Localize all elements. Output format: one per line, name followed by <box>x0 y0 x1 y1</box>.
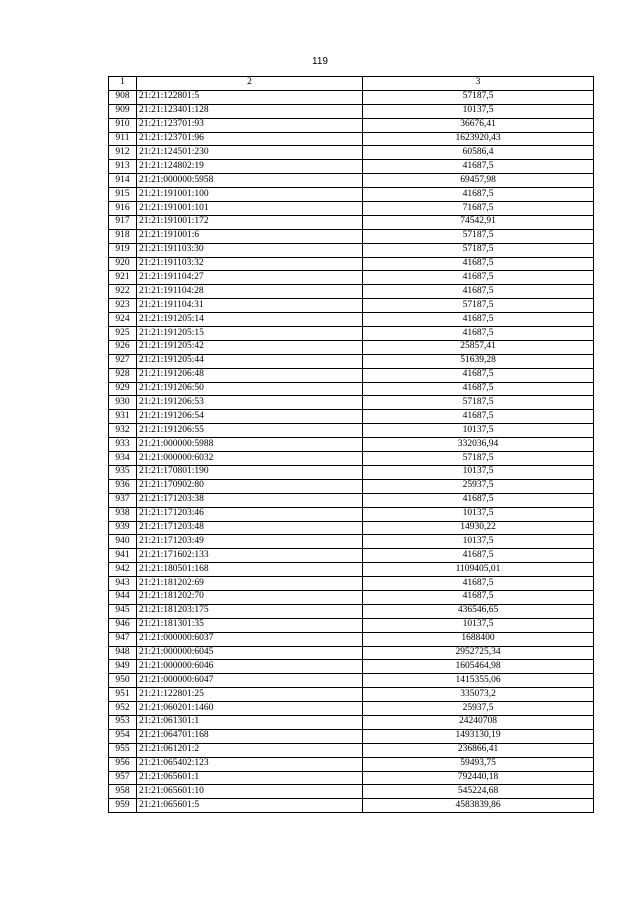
table-row <box>109 799 594 813</box>
row-number: 943 <box>109 577 137 591</box>
row-number: 956 <box>109 757 137 771</box>
row-number: 950 <box>109 674 137 688</box>
value: 41687,5 <box>363 285 594 299</box>
table-row <box>109 563 594 577</box>
cadastral-number: 21:21:191206:55 <box>137 424 363 438</box>
value: 69457,98 <box>363 174 594 188</box>
row-number: 948 <box>109 646 137 660</box>
table-row <box>109 646 594 660</box>
table-row <box>109 202 594 216</box>
cadastral-number: 21:21:000000:5988 <box>137 438 363 452</box>
table-row <box>109 424 594 438</box>
table-row <box>109 382 594 396</box>
value: 332036,94 <box>363 438 594 452</box>
row-number: 936 <box>109 479 137 493</box>
value: 41687,5 <box>363 188 594 202</box>
row-number: 931 <box>109 410 137 424</box>
cadastral-number: 21:21:191103:32 <box>137 257 363 271</box>
cadastral-number: 21:21:124802:19 <box>137 160 363 174</box>
row-number: 926 <box>109 340 137 354</box>
cadastral-number: 21:21:000000:6045 <box>137 646 363 660</box>
cadastral-number: 21:21:171203:49 <box>137 535 363 549</box>
table-row <box>109 549 594 563</box>
cadastral-number: 21:21:065601:1 <box>137 771 363 785</box>
table-row <box>109 577 594 591</box>
value: 335073,2 <box>363 688 594 702</box>
table-row <box>109 743 594 757</box>
row-number: 952 <box>109 702 137 716</box>
row-number: 944 <box>109 590 137 604</box>
row-number: 925 <box>109 327 137 341</box>
table-row <box>109 257 594 271</box>
value: 57187,5 <box>363 299 594 313</box>
table-row <box>109 757 594 771</box>
cadastral-number: 21:21:181202:70 <box>137 590 363 604</box>
value: 57187,5 <box>363 452 594 466</box>
row-number: 957 <box>109 771 137 785</box>
value: 51639,28 <box>363 354 594 368</box>
cadastral-number: 21:21:170801:190 <box>137 465 363 479</box>
cadastral-number: 21:21:123701:93 <box>137 118 363 132</box>
table-row <box>109 660 594 674</box>
row-number: 916 <box>109 202 137 216</box>
row-number: 928 <box>109 368 137 382</box>
cadastral-number: 21:21:064701:168 <box>137 729 363 743</box>
value: 71687,5 <box>363 202 594 216</box>
table-row <box>109 507 594 521</box>
cadastral-number: 21:21:065601:10 <box>137 785 363 799</box>
cadastral-number: 21:21:171203:48 <box>137 521 363 535</box>
cadastral-number: 21:21:124501:230 <box>137 146 363 160</box>
table-row <box>109 688 594 702</box>
value: 41687,5 <box>363 257 594 271</box>
value: 41687,5 <box>363 313 594 327</box>
row-number: 947 <box>109 632 137 646</box>
cadastral-number: 21:21:191104:27 <box>137 271 363 285</box>
value: 14930,22 <box>363 521 594 535</box>
table-row <box>109 285 594 299</box>
value: 74542,91 <box>363 215 594 229</box>
cadastral-number: 21:21:191001:101 <box>137 202 363 216</box>
table-row <box>109 243 594 257</box>
value: 10137,5 <box>363 618 594 632</box>
value: 41687,5 <box>363 493 594 507</box>
table-row <box>109 299 594 313</box>
value: 4583839,86 <box>363 799 594 813</box>
row-number: 927 <box>109 354 137 368</box>
row-number: 932 <box>109 424 137 438</box>
cadastral-number: 21:21:191206:50 <box>137 382 363 396</box>
row-number: 938 <box>109 507 137 521</box>
cadastral-number: 21:21:122801:25 <box>137 688 363 702</box>
row-number: 945 <box>109 604 137 618</box>
row-number: 940 <box>109 535 137 549</box>
cadastral-number: 21:21:065402:123 <box>137 757 363 771</box>
cadastral-number: 21:21:000000:6037 <box>137 632 363 646</box>
cadastral-number: 21:21:191104:31 <box>137 299 363 313</box>
row-number: 955 <box>109 743 137 757</box>
table-row <box>109 632 594 646</box>
row-number: 935 <box>109 465 137 479</box>
cadastral-number: 21:21:000000:6046 <box>137 660 363 674</box>
table-row <box>109 340 594 354</box>
cadastral-number: 21:21:061201:2 <box>137 743 363 757</box>
table-row <box>109 229 594 243</box>
table-row <box>109 618 594 632</box>
table-row <box>109 715 594 729</box>
cadastral-number: 21:21:000000:5958 <box>137 174 363 188</box>
row-number: 923 <box>109 299 137 313</box>
value: 60586,4 <box>363 146 594 160</box>
cadastral-number: 21:21:171602:133 <box>137 549 363 563</box>
table-row <box>109 785 594 799</box>
row-number: 914 <box>109 174 137 188</box>
table-row <box>109 174 594 188</box>
value: 1623920,43 <box>363 132 594 146</box>
row-number: 917 <box>109 215 137 229</box>
value: 41687,5 <box>363 590 594 604</box>
table-row <box>109 396 594 410</box>
column-header-3: 3 <box>363 77 594 91</box>
table-row <box>109 604 594 618</box>
cadastral-number: 21:21:191205:42 <box>137 340 363 354</box>
value: 57187,5 <box>363 229 594 243</box>
cadastral-number: 21:21:191205:15 <box>137 327 363 341</box>
value: 1415355,06 <box>363 674 594 688</box>
row-number: 912 <box>109 146 137 160</box>
row-number: 924 <box>109 313 137 327</box>
table-row <box>109 215 594 229</box>
table-row <box>109 521 594 535</box>
table-row <box>109 132 594 146</box>
table-row <box>109 90 594 104</box>
row-number: 934 <box>109 452 137 466</box>
row-number: 953 <box>109 715 137 729</box>
row-number: 930 <box>109 396 137 410</box>
table-row <box>109 465 594 479</box>
value: 792440,18 <box>363 771 594 785</box>
value: 41687,5 <box>363 271 594 285</box>
cadastral-number: 21:21:191206:53 <box>137 396 363 410</box>
row-number: 929 <box>109 382 137 396</box>
cadastral-number: 21:21:181301:35 <box>137 618 363 632</box>
value: 59493,75 <box>363 757 594 771</box>
row-number: 911 <box>109 132 137 146</box>
row-number: 920 <box>109 257 137 271</box>
row-number: 941 <box>109 549 137 563</box>
cadastral-number: 21:21:000000:6032 <box>137 452 363 466</box>
value: 41687,5 <box>363 382 594 396</box>
row-number: 919 <box>109 243 137 257</box>
page-number: 119 <box>312 56 328 67</box>
table-row <box>109 452 594 466</box>
table-row <box>109 313 594 327</box>
table-row <box>109 493 594 507</box>
cadastral-number: 21:21:170902:80 <box>137 479 363 493</box>
table-row <box>109 729 594 743</box>
value: 41687,5 <box>363 368 594 382</box>
row-number: 951 <box>109 688 137 702</box>
table-row <box>109 146 594 160</box>
value: 57187,5 <box>363 396 594 410</box>
value: 2952725,34 <box>363 646 594 660</box>
table-row <box>109 410 594 424</box>
table-row <box>109 118 594 132</box>
cadastral-number: 21:21:000000:6047 <box>137 674 363 688</box>
table-row <box>109 160 594 174</box>
cadastral-number: 21:21:191001:6 <box>137 229 363 243</box>
cadastral-number: 21:21:191205:14 <box>137 313 363 327</box>
value: 236866,41 <box>363 743 594 757</box>
value: 1109405,01 <box>363 563 594 577</box>
value: 10137,5 <box>363 424 594 438</box>
table-row <box>109 104 594 118</box>
row-number: 921 <box>109 271 137 285</box>
cadastral-number: 21:21:191206:54 <box>137 410 363 424</box>
row-number: 954 <box>109 729 137 743</box>
table-row <box>109 327 594 341</box>
cadastral-number: 21:21:171203:38 <box>137 493 363 507</box>
cadastral-number: 21:21:191103:30 <box>137 243 363 257</box>
row-number: 949 <box>109 660 137 674</box>
value: 25937,5 <box>363 479 594 493</box>
cadastral-number: 21:21:191205:44 <box>137 354 363 368</box>
table-row <box>109 368 594 382</box>
cadastral-number: 21:21:060201:1460 <box>137 702 363 716</box>
cadastral-number: 21:21:123401:128 <box>137 104 363 118</box>
cadastral-number: 21:21:191104:28 <box>137 285 363 299</box>
cadastral-number: 21:21:122801:5 <box>137 90 363 104</box>
value: 41687,5 <box>363 327 594 341</box>
table-row <box>109 271 594 285</box>
cadastral-number: 21:21:181203:175 <box>137 604 363 618</box>
value: 36676,41 <box>363 118 594 132</box>
cadastral-number: 21:21:061301:1 <box>137 715 363 729</box>
table-row <box>109 438 594 452</box>
cadastral-number: 21:21:171203:46 <box>137 507 363 521</box>
row-number: 915 <box>109 188 137 202</box>
table-header-row <box>109 77 594 91</box>
table-row <box>109 771 594 785</box>
row-number: 946 <box>109 618 137 632</box>
row-number: 958 <box>109 785 137 799</box>
table-body <box>109 90 594 812</box>
data-table <box>108 76 594 813</box>
table-row <box>109 354 594 368</box>
table-row <box>109 479 594 493</box>
cadastral-number: 21:21:065601:5 <box>137 799 363 813</box>
row-number: 942 <box>109 563 137 577</box>
row-number: 937 <box>109 493 137 507</box>
column-header-2: 2 <box>137 77 363 91</box>
value: 10137,5 <box>363 535 594 549</box>
value: 545224,68 <box>363 785 594 799</box>
value: 57187,5 <box>363 243 594 257</box>
row-number: 918 <box>109 229 137 243</box>
table-row <box>109 702 594 716</box>
cadastral-number: 21:21:123701:96 <box>137 132 363 146</box>
value: 25857,41 <box>363 340 594 354</box>
table-row <box>109 674 594 688</box>
cadastral-number: 21:21:191206:48 <box>137 368 363 382</box>
value: 25937,5 <box>363 702 594 716</box>
row-number: 910 <box>109 118 137 132</box>
row-number: 913 <box>109 160 137 174</box>
table-row <box>109 188 594 202</box>
value: 57187,5 <box>363 90 594 104</box>
row-number: 908 <box>109 90 137 104</box>
row-number: 939 <box>109 521 137 535</box>
value: 41687,5 <box>363 160 594 174</box>
value: 10137,5 <box>363 465 594 479</box>
value: 41687,5 <box>363 410 594 424</box>
row-number: 933 <box>109 438 137 452</box>
value: 1605464,98 <box>363 660 594 674</box>
value: 10137,5 <box>363 507 594 521</box>
table-row <box>109 535 594 549</box>
row-number: 922 <box>109 285 137 299</box>
value: 41687,5 <box>363 549 594 563</box>
table-row <box>109 590 594 604</box>
cadastral-number: 21:21:191001:100 <box>137 188 363 202</box>
cadastral-number: 21:21:180501:168 <box>137 563 363 577</box>
value: 24240708 <box>363 715 594 729</box>
value: 10137,5 <box>363 104 594 118</box>
row-number: 959 <box>109 799 137 813</box>
cadastral-number: 21:21:181202:69 <box>137 577 363 591</box>
value: 1688400 <box>363 632 594 646</box>
cadastral-number: 21:21:191001:172 <box>137 215 363 229</box>
value: 1493130,19 <box>363 729 594 743</box>
value: 436546,65 <box>363 604 594 618</box>
column-header-1: 1 <box>109 77 137 91</box>
row-number: 909 <box>109 104 137 118</box>
value: 41687,5 <box>363 577 594 591</box>
